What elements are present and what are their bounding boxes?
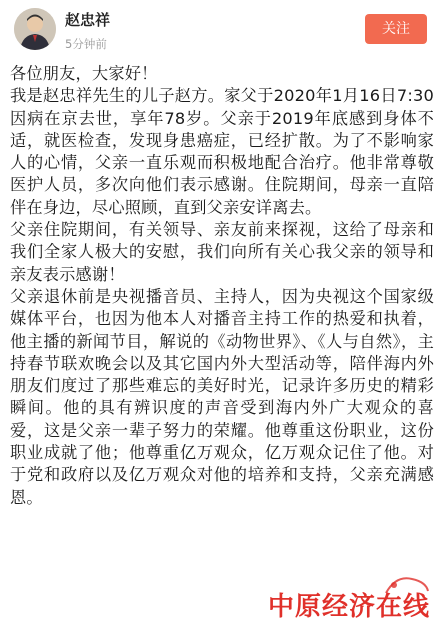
avatar-portrait-icon — [14, 8, 56, 50]
avatar[interactable] — [14, 8, 56, 50]
post-paragraph: 父亲住院期间，有关领导、亲友前来探视，这给了母亲和我们全家人极大的安慰，我们向所有关心我父亲的领导和亲友表示感谢！ — [10, 220, 434, 284]
username[interactable]: 赵忠祥 — [65, 11, 111, 29]
post-header — [0, 0, 440, 62]
post-paragraph: 父亲退休前是央视播音员、主持人，因为央视这个国家级媒体平台，也因为他本人对播音主持工作的热爱和执着，他主播的新闻节目，解说的《动物世界》、《人与自然》，主持春节联欢晚会以及其它国内外大型活动等，陪伴海内外朋友们度过了那些难忘的美好时光，记录许多历史的精彩瞬间。他的具有辨识度的声音受到海内外广大观众的喜爱，这是父亲一辈子努力的荣耀。他尊重这份职业，这份职业成就了他；他尊重亿万观众，亿万观众记住了他。对于党和政府以及亿万观众对他的培养和支持，父亲充满感恩。 — [10, 286, 434, 507]
post-time: 5分钟前 — [65, 37, 107, 51]
post-body — [10, 63, 434, 509]
post-paragraph: 我是赵忠祥先生的儿子赵方。家父于2020年1月16日7:30因病在京去世，享年78岁。父亲于2019年底感到身体不适，就医检查，发现身患癌症，已经扩散。为了不影响家人的心情，父亲一直乐观而积极地配合治疗。他非常尊敬医护人员，多次向他们表示感谢。住院期间，母亲一直陪伴在身边，尽心照顾，直到父亲安详离去。 — [10, 86, 434, 217]
watermark: 中原经济在线 — [267, 592, 430, 622]
follow-button[interactable]: 关注 — [365, 14, 427, 44]
post-paragraph: 各位朋友，大家好！ — [10, 64, 158, 83]
